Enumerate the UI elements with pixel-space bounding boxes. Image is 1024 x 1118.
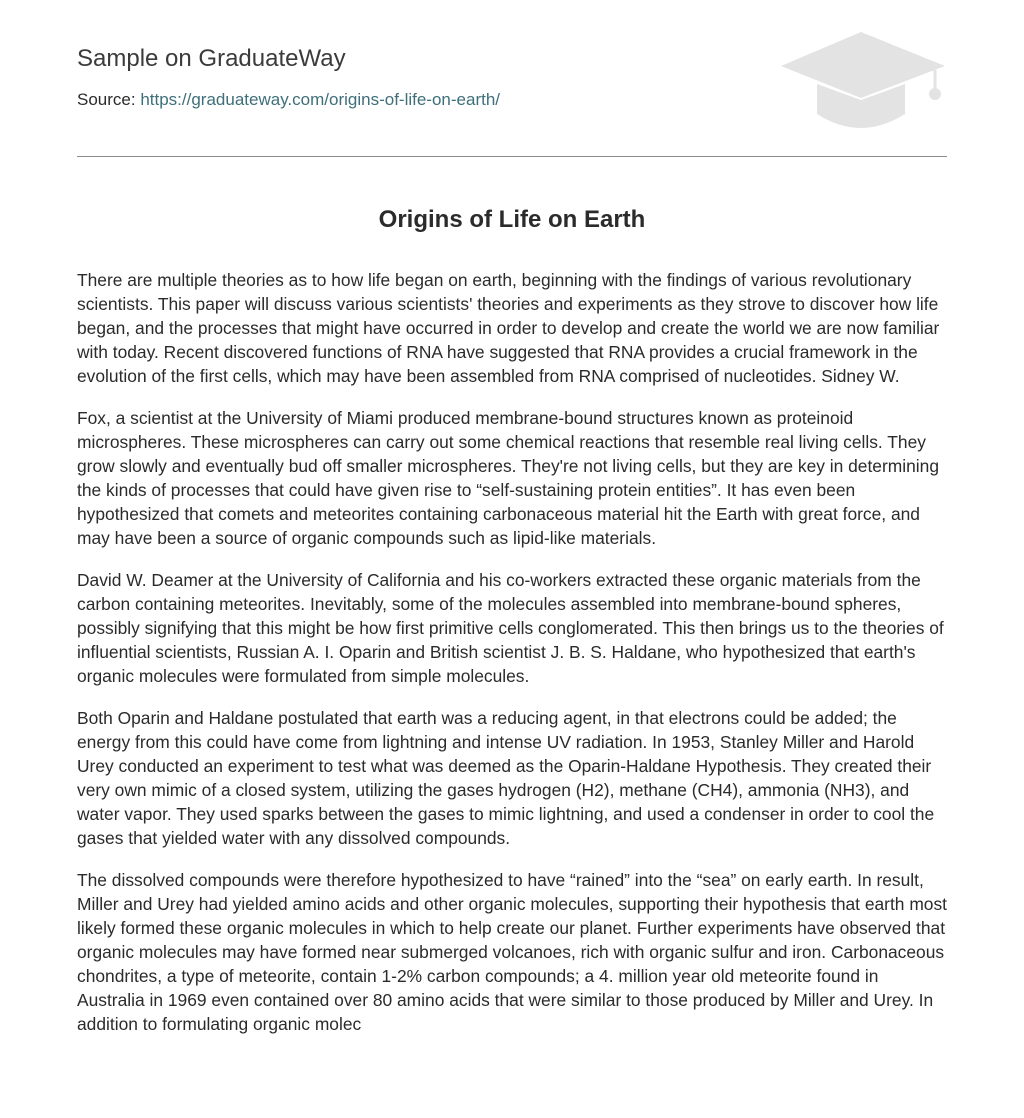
site-title: Sample on GraduateWay: [77, 45, 346, 72]
article-paragraph: There are multiple theories as to how life began on earth, beginning with the findings of various revolutionary scientists. This paper will discuss various scientists' theories and experiments as they strove to discover how life began, and the processes that might have occurred in order to develop and create the world we are now familiar with today. Recent discovered functions of RNA have suggested that RNA provides a crucial framework in the evolution of the first cells, which may have been assembled from RNA comprised of nucleotides. Sidney W.: [77, 270, 940, 386]
article-paragraph: David W. Deamer at the University of California and his co-workers extracted these organic materials from the carbon containing meteorites. Inevitably, some of the molecules assembled into membrane-bound spheres, possibly signifying that this might be how first primitive cells conglomerated. This then brings us to the theories of influential scientists, Russian A. I. Oparin and British scientist J. B. S. Haldane, who hypothesized that earth's organic molecules were formulated from simple molecules.: [77, 570, 944, 686]
source-link[interactable]: https://graduateway.com/origins-of-life-on-earth/: [140, 90, 501, 109]
article-paragraph: The dissolved compounds were therefore hypothesized to have “rained” into the “sea” on early earth. In result, Miller and Urey had yielded amino acids and other organic molecules, supporting their hypothesis that earth most likely formed these organic molecules in which to help create our planet. Further experiments have observed that organic molecules may have formed near submerged volcanoes, rich with organic sulfur and iron. Carbonaceous chondrites, a type of meteorite, contain 1-2% carbon compounds; a 4. million year old meteorite found in Australia in 1969 even contained over 80 amino acids that were similar to those produced by Miller and Urey. In addition to formulating organic molec: [77, 870, 947, 1034]
graduation-cap-icon: [779, 30, 947, 134]
page-header: [77, 0, 947, 157]
article-paragraph: Fox, a scientist at the University of Miami produced membrane-bound structures known as proteinoid microspheres. These microspheres can carry out some chemical reactions that resemble real living cells. They grow slowly and eventually bud off smaller microspheres. They're not living cells, but they are key in determining the kinds of processes that could have given rise to “self-sustaining protein entities”. It has even been hypothesized that comets and meteorites containing carbonaceous material hit the Earth with great force, and may have been a source of organic compounds such as lipid-like materials.: [77, 408, 939, 548]
article-paragraph: Both Oparin and Haldane postulated that earth was a reducing agent, in that electrons could be added; the energy from this could have come from lightning and intense UV radiation. In 1953, Stanley Miller and Harold Urey conducted an experiment to test what was deemed as the Oparin-Haldane Hypothesis. They created their very own mimic of a closed system, utilizing the gases hydrogen (H2), methane (CH4), ammonia (NH3), and water vapor. They used sparks between the gases to mimic lightning, and used a condenser in order to cool the gases that yielded water with any dissolved compounds.: [77, 708, 935, 848]
article-body: [77, 268, 949, 1054]
article-title: Origins of Life on Earth: [378, 206, 646, 233]
source-label: Source:: [77, 90, 136, 109]
page: [77, 0, 947, 1034]
source-line: [77, 89, 500, 111]
